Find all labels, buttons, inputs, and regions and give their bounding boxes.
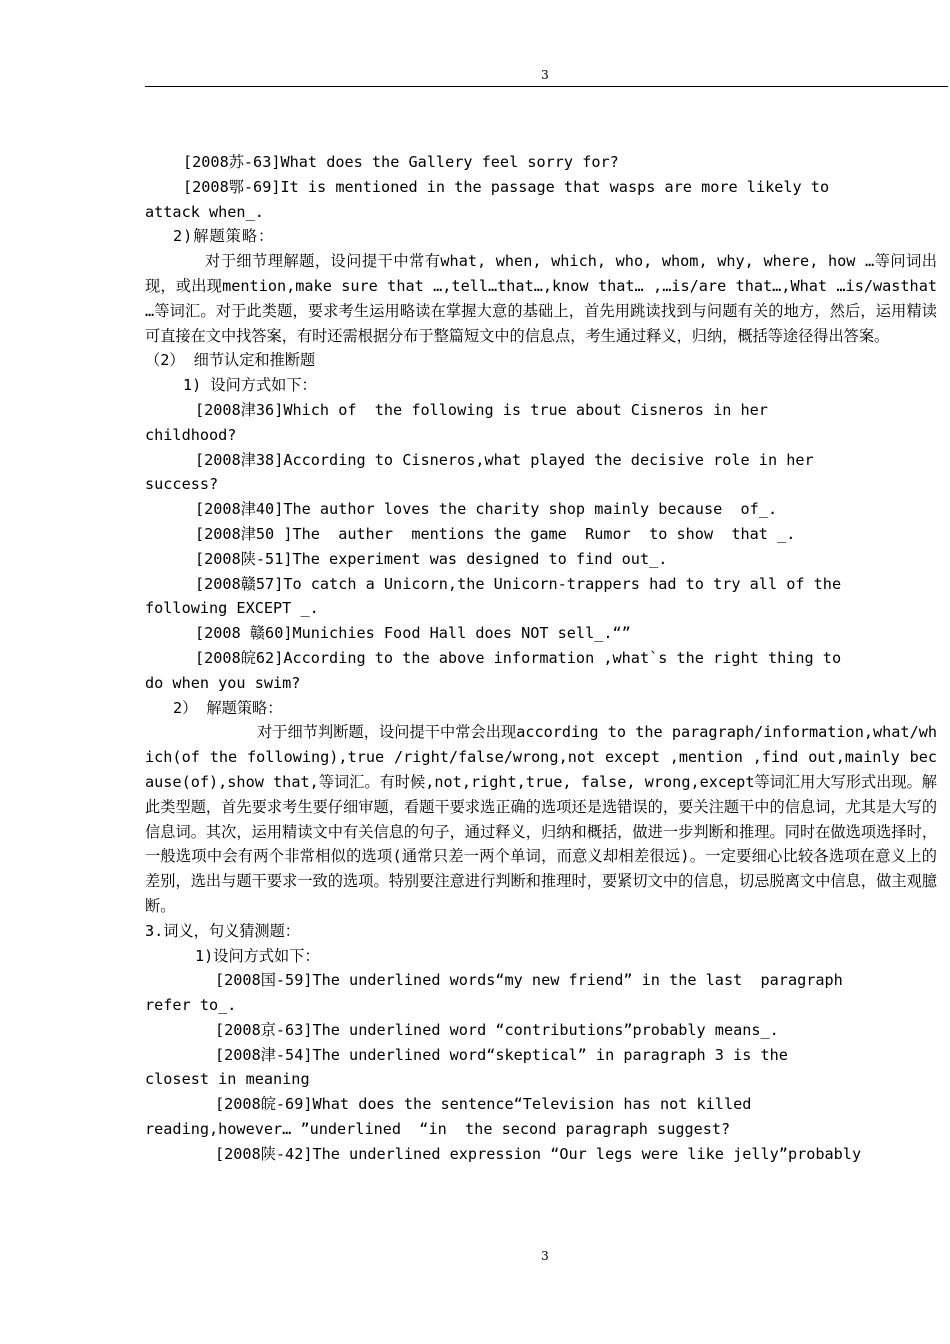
question-line-continuation: do when you swim? bbox=[145, 673, 301, 692]
document-body bbox=[145, 150, 937, 1167]
question-line: [2008 赣60]Munichies Food Hall does NOT sell_.“” bbox=[195, 624, 631, 643]
question-line-continuation: closest in meaning bbox=[145, 1070, 310, 1089]
question-line-continuation: reading,however… ”underlined “in the second paragraph suggest? bbox=[145, 1120, 731, 1139]
section-heading: 3.词义，句义猜测题： bbox=[145, 921, 300, 940]
question-line: [2008鄂-69]It is mentioned in the passage that wasps are more likely to bbox=[183, 177, 830, 196]
section-heading: （2） 细节认定和推断题 bbox=[145, 351, 316, 370]
question-line: [2008津-54]The underlined word“skeptical” in paragraph 3 is the bbox=[215, 1045, 788, 1064]
question-line: [2008苏-63]What does the Gallery feel sorry for? bbox=[183, 153, 619, 171]
question-line: [2008津50 ]The auther mentions the game Rumor to show that _. bbox=[195, 524, 796, 543]
subsection-heading: 1) 设问方式如下： bbox=[183, 376, 317, 395]
subsection-heading: 1)设问方式如下： bbox=[195, 946, 320, 965]
question-line-continuation: following EXCEPT _. bbox=[145, 599, 319, 618]
question-line: [2008皖62]According to the above information ,what`s the right thing to bbox=[195, 648, 842, 667]
question-line-continuation: success? bbox=[145, 475, 219, 494]
question-line: [2008赣57]To catch a Unicorn,the Unicorn-trappers had to try all of the bbox=[195, 574, 842, 593]
strategy-paragraph: 对于细节理解题，设问提干中常有what, when, which, who, whom, why, where, how …等问词出现，或出现mention,make sure that …,tell…that…,know that… ,…is/are that…,What …is/wasthat …等词汇。对于此类题，要求考生运用略读在掌握大意的基础上，首先用跳读找到与问题有关的地方，然后，运用精读可直接在文中找答案，有时还需根据分布于整篇短文中的信息点，考生通过释义，归纳，概括等途径得出答案。 bbox=[145, 252, 937, 345]
header-rule bbox=[145, 86, 948, 87]
header-page-number: 3 bbox=[541, 68, 549, 82]
question-line: [2008津38]According to Cisneros,what played the decisive role in her bbox=[195, 450, 814, 469]
question-line-continuation: childhood? bbox=[145, 425, 237, 444]
strategy-heading: 2)解题策略： bbox=[173, 227, 275, 246]
question-line: [2008京-63]The underlined word “contributions”probably means_. bbox=[215, 1020, 779, 1039]
strategy-heading: 2） 解题策略： bbox=[173, 698, 283, 717]
footer-page-number: 3 bbox=[541, 1249, 549, 1263]
question-line-continuation: refer to_. bbox=[145, 996, 237, 1015]
question-line: [2008津40]The author loves the charity shop mainly because of_. bbox=[195, 500, 778, 519]
question-line: [2008陕-51]The experiment was designed to find out_. bbox=[195, 549, 668, 568]
question-line: [2008皖-69]What does the sentence“Television has not killed bbox=[215, 1095, 752, 1114]
question-line: [2008国-59]The underlined words“my new friend” in the last paragraph bbox=[215, 971, 843, 990]
strategy-paragraph: 对于细节判断题，设问提干中常会出现according to the paragraph/information,what/which(of the following),true /right/false/wrong,not except ,mention ,find out,mainly because(of),show that,等词汇。有时候,not,right,true, false, wrong,except等词汇用大写形式出现。解此类型题，首先要求考生要仔细审题，看题干要求选正确的选项还是选错误的，要关注题干中的信息词，尤其是大写的信息词。其次，运用精读文中有关信息的句子，通过释义，归纳和概括，做进一步判断和推理。同时在做选项选择时，一般选项中会有两个非常相似的选项(通常只差一两个单词，而意义却相差很远)。一定要细心比较各选项在意义上的差别，选出与题干要求一致的选项。特别要注意进行判断和推理时，要紧切文中的信息，切忌脱离文中信息，做主观臆断。 bbox=[145, 723, 937, 915]
question-line: [2008津36]Which of the following is true about Cisneros in her bbox=[195, 400, 768, 419]
question-line-continuation: attack when_. bbox=[145, 202, 264, 221]
question-line: [2008陕-42]The underlined expression “Our legs were like jelly”probably bbox=[215, 1144, 862, 1163]
